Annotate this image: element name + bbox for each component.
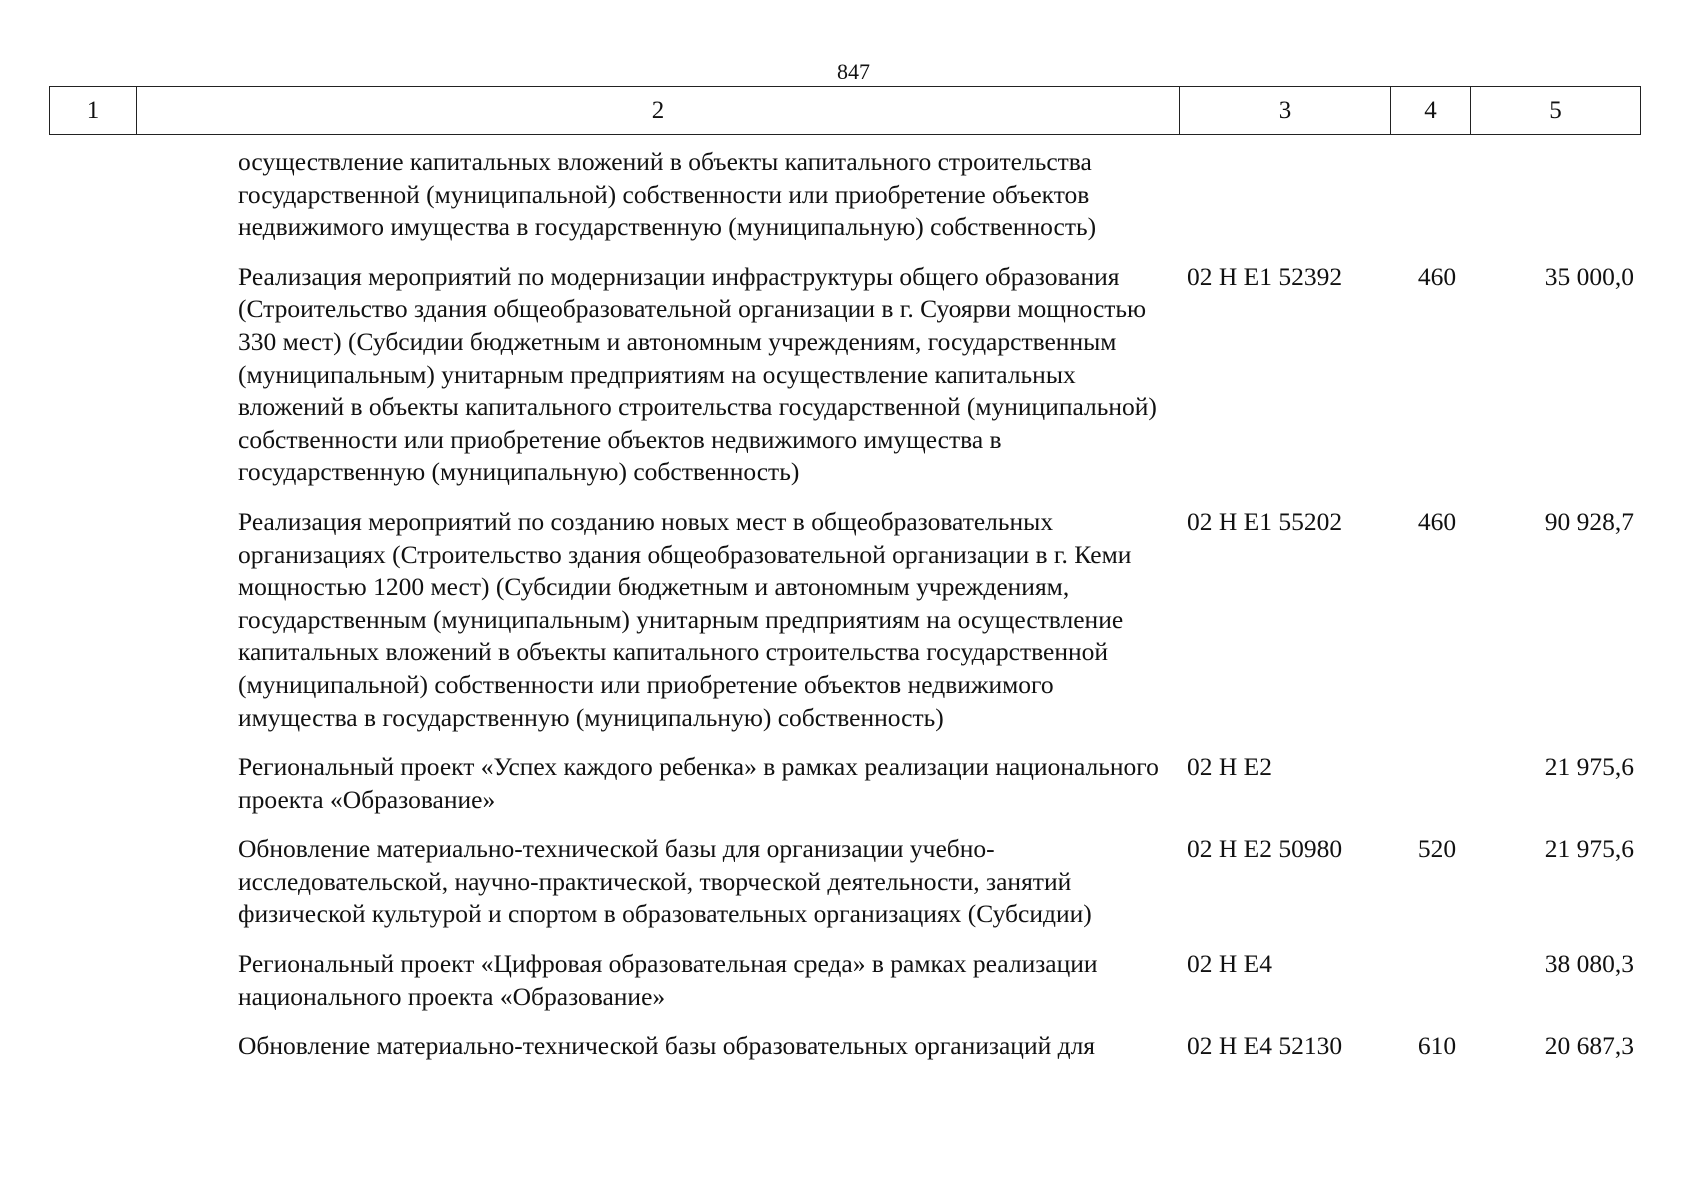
row-description [48,261,1179,489]
row-description [48,751,1179,816]
row-description [48,833,1179,931]
column-header-row [50,87,1641,135]
row-code: 02 Н Е1 55202 [1187,506,1343,536]
row-description-text: Региональный проект «Успех каждого ребенка» в рамках реализации национального проекта «Образование» [238,752,1159,814]
row-code: 02 Н Е4 52130 [1187,1031,1343,1061]
row-description-text: Реализация мероприятий по созданию новых мест в общеобразовательных организациях (Строительство здания общеобразовательной организации в г. Кеми мощностью 1200 мест) (Субсидии бюджетным и автономным учреждениям, государственным (муниципальным) унитарным предприятиям на осуществление капитальных вложений в объекты капитального строительства государственной (муниципальной) собственности или приобретение объектов недвижимого имущества в государственную (муниципальную) собственность) [238,506,1132,732]
row-amount: 21 975,6 [1544,834,1634,864]
row-code: 02 Н Е2 50980 [1187,834,1343,864]
row-type [1397,146,1477,244]
row-amount: 90 928,7 [1544,506,1634,536]
row-amount: 38 080,3 [1544,949,1634,979]
row-code: 02 Н Е1 52392 [1187,261,1343,291]
table-row [49,146,1640,244]
row-type [1397,751,1477,816]
row-type: 460 [1417,261,1457,291]
row-description [48,146,1179,244]
table-row [49,948,1640,1013]
column-header-2: 2 [137,87,1180,135]
row-description-text: Обновление материально-технической базы образовательных организаций для [238,1031,1096,1061]
table-row [49,751,1640,816]
row-type: 460 [1417,506,1457,536]
table-body [49,146,1640,1080]
row-amount: 35 000,0 [1544,261,1634,291]
column-header-1: 1 [50,87,137,135]
row-description-text: осуществление капитальных вложений в объекты капитального строительства государственной (муниципальной) собственности или приобретение объектов недвижимого имущества в государственную (муниципальную) собственность) [238,147,1097,242]
row-type [1397,948,1477,1013]
column-header-5: 5 [1471,87,1641,135]
table-row [49,833,1640,931]
row-description [48,1030,1179,1063]
column-header-4: 4 [1391,87,1471,135]
row-description-text: Реализация мероприятий по модернизации инфраструктуры общего образования (Строительство здания общеобразовательной организации в г. Суоярви мощностью 330 мест) (Субсидии бюджетным и автономным учреждениям, государственным (муниципальным) унитарным предприятиям на осуществление капитальных вложений в объекты капитального строительства государственной (муниципальной) собственности или приобретение объектов недвижимого имущества в государственную (муниципальную) собственность) [238,261,1157,487]
row-amount: 21 975,6 [1544,752,1634,782]
row-description-text: Обновление материально-технической базы для организации учебно-исследовательской, научно-практической, творческой деятельности, занятий физической культурой и спортом в образовательных организациях (Субсидии) [238,834,1092,929]
table-row [49,1030,1640,1063]
row-code: 02 Н Е4 [1187,949,1272,979]
row-code [1179,146,1397,244]
page-number: 847 [837,59,870,84]
row-description [48,948,1179,1013]
table-row [49,506,1640,734]
row-description [48,506,1179,734]
row-amount: 20 687,3 [1544,1031,1634,1061]
row-code: 02 Н Е2 [1187,752,1272,782]
row-amount [1477,146,1643,244]
row-type: 520 [1417,834,1457,864]
column-header-3: 3 [1180,87,1391,135]
column-header-table [49,86,1641,135]
row-description-text: Региональный проект «Цифровая образовательная среда» в рамках реализации национального проекта «Образование» [238,949,1098,1011]
table-row [49,261,1640,489]
row-type: 610 [1417,1031,1457,1061]
